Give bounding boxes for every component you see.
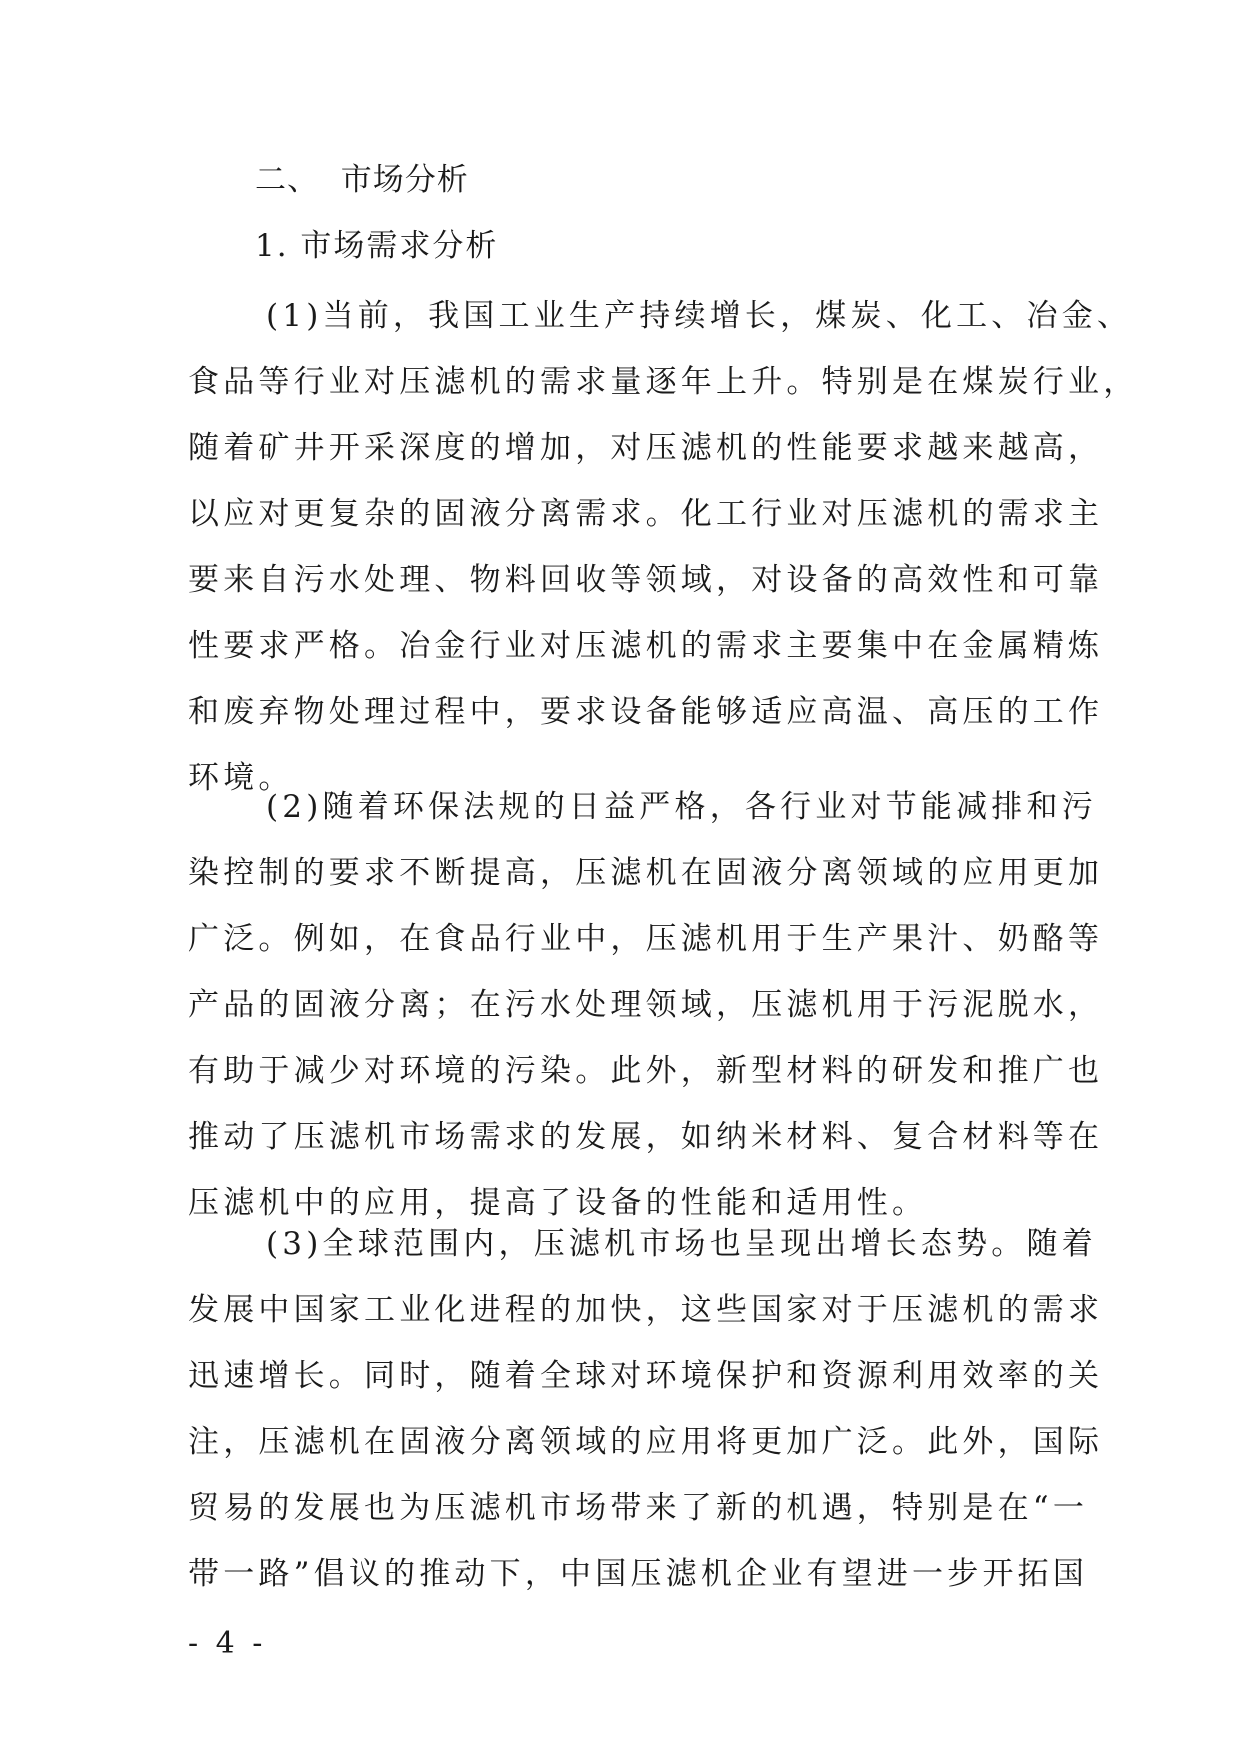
paragraph-line: 要来自污水处理、物料回收等领域，对设备的高效性和可靠 <box>188 562 1104 598</box>
paragraph-line: 压滤机中的应用，提高了设备的性能和适用性。 <box>188 1185 928 1221</box>
paragraph-line: (2)随着环保法规的日益严格，各行业对节能减排和污 <box>266 789 1097 825</box>
paragraph-3 <box>188 1211 1104 1607</box>
section-heading: 二、 市场分析 <box>255 162 469 198</box>
paragraph-line: 带一路”倡议的推动下，中国压滤机企业有望进一步开拓国 <box>188 1556 1089 1592</box>
paragraph-line: 注，压滤机在固液分离领域的应用将更加广泛。此外，国际 <box>188 1424 1104 1460</box>
paragraph-line: 性要求严格。冶金行业对压滤机的需求主要集中在金属精炼 <box>188 628 1104 664</box>
paragraph-line: 产品的固液分离；在污水处理领域，压滤机用于污泥脱水， <box>188 987 1104 1023</box>
paragraph-line: 和废弃物处理过程中，要求设备能够适应高温、高压的工作 <box>188 694 1104 730</box>
paragraph-line: 食品等行业对压滤机的需求量逐年上升。特别是在煤炭行业， <box>188 364 1139 400</box>
paragraph-line: 随着矿井开采深度的增加，对压滤机的性能要求越来越高， <box>188 430 1104 466</box>
paragraph-line: 广泛。例如，在食品行业中，压滤机用于生产果汁、奶酪等 <box>188 921 1104 957</box>
paragraph-line: 贸易的发展也为压滤机市场带来了新的机遇，特别是在“一 <box>188 1490 1089 1526</box>
paragraph-line: 染控制的要求不断提高，压滤机在固液分离领域的应用更加 <box>188 855 1104 891</box>
paragraph-line: (3)全球范围内，压滤机市场也呈现出增长态势。随着 <box>266 1226 1097 1262</box>
paragraph-2 <box>188 774 1104 1236</box>
paragraph-line: 发展中国家工业化进程的加快，这些国家对于压滤机的需求 <box>188 1292 1104 1328</box>
paragraph-line: 以应对更复杂的固液分离需求。化工行业对压滤机的需求主 <box>188 496 1104 532</box>
paragraph-line: 推动了压滤机市场需求的发展，如纳米材料、复合材料等在 <box>188 1119 1104 1155</box>
page-number: - 4 - <box>188 1626 267 1661</box>
paragraph-line: 环境。 <box>188 760 294 796</box>
paragraph-1 <box>188 283 1139 811</box>
paragraph-line: 有助于减少对环境的污染。此外，新型材料的研发和推广也 <box>188 1053 1104 1089</box>
sub-heading: 1. 市场需求分析 <box>255 228 499 264</box>
paragraph-line: 迅速增长。同时，随着全球对环境保护和资源利用效率的关 <box>188 1358 1104 1394</box>
paragraph-line: (1)当前，我国工业生产持续增长，煤炭、化工、冶金、 <box>266 298 1133 334</box>
